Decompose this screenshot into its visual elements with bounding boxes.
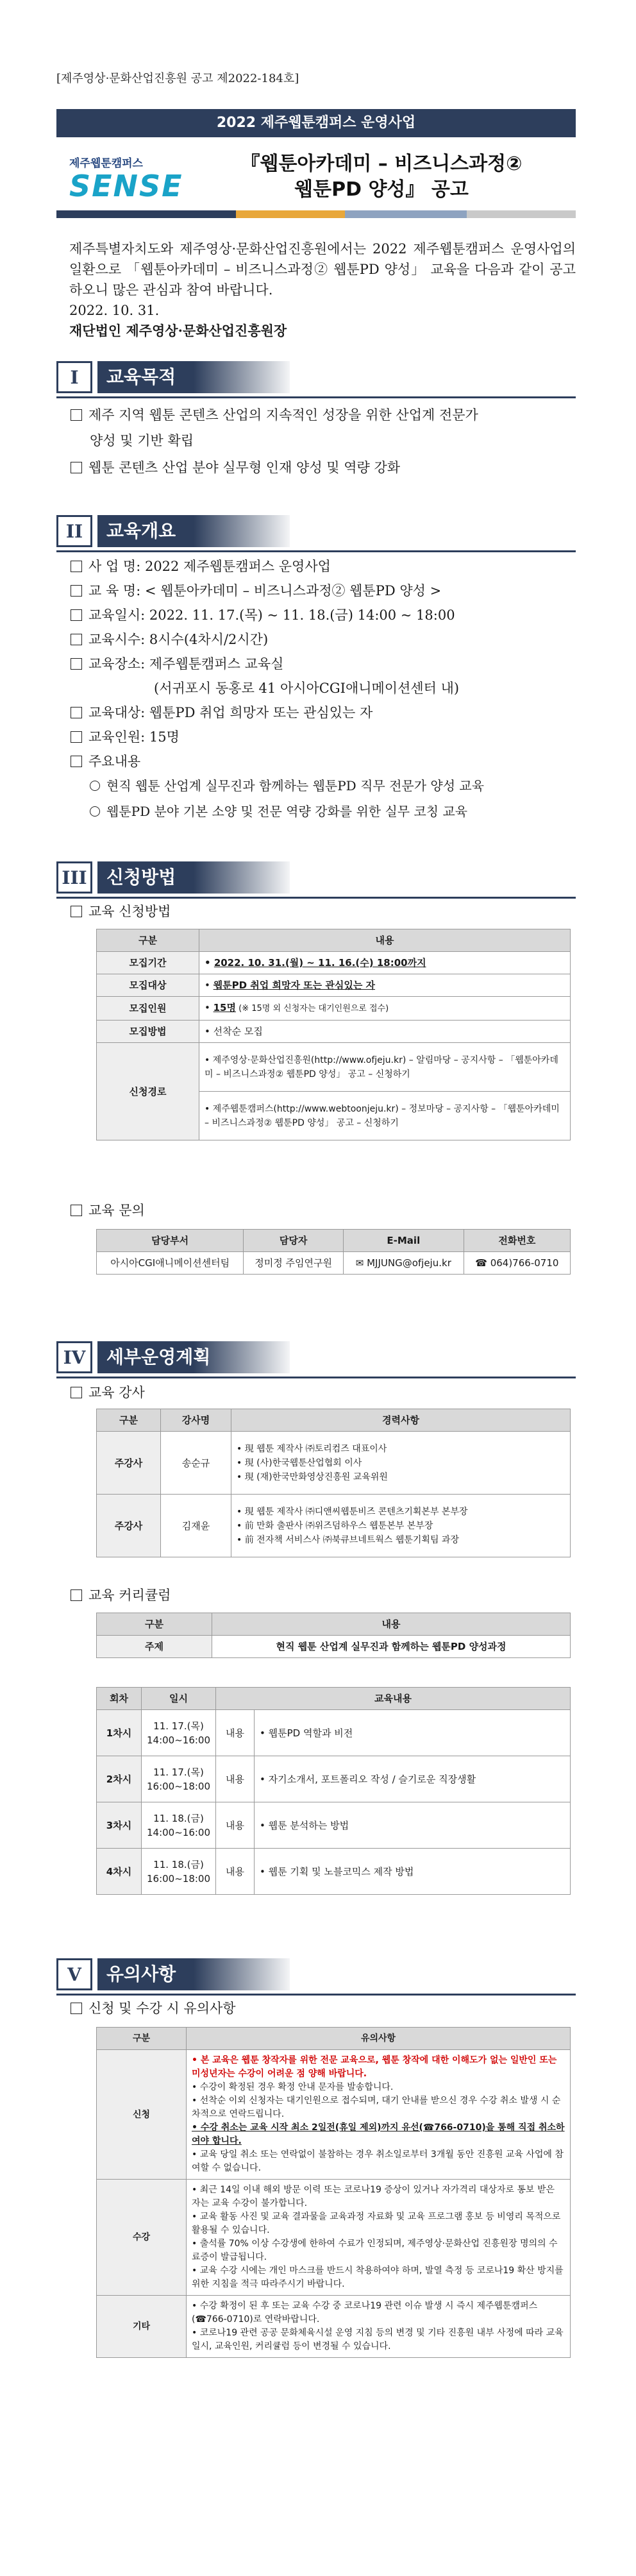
curriculum-topic-table [96,1613,571,1658]
row-label: 수강 [97,2180,187,2296]
table-header: 구분 [97,1613,212,1636]
table-header: 회차 [97,1688,142,1710]
contact-phone: ☎ 064)766-0710 [464,1252,570,1275]
list-item: 주요내용 [71,750,140,772]
section-title: 교육개요 [97,515,290,547]
checkbox-icon [71,707,82,718]
instructor-role: 주강사 [97,1432,161,1495]
row-label: 모집기간 [97,952,199,974]
list-item: 교육시수: 8시수(4차시/2시간) [71,629,268,650]
list-item: 사 업 명: 2022 제주웹툰캠퍼스 운영사업 [71,555,331,577]
section-divider [56,1377,576,1378]
notes-table [96,2027,571,2358]
instructor-name: 김재윤 [161,1495,231,1557]
section-title: 신청방법 [97,861,290,894]
checkbox-icon [71,1205,82,1216]
checkbox-icon [71,906,82,917]
section-number: IV [56,1341,92,1373]
session-time: 11. 17.(목) 16:00~18:00 [142,1756,216,1802]
row-label: 신청 [97,2050,187,2180]
list-item: 양성 및 기반 확립 [90,433,194,448]
row-value: • 선착순 모집 [199,1021,571,1043]
instructor-career: • 現 웹툰 제작사 ㈜토리컴즈 대표이사 • 現 (사)한국웹툰산업협회 이사 • 現 (재)한국만화영상진흥원 교육위원 [231,1432,571,1495]
contact-person: 정미정 주임연구원 [244,1252,344,1275]
checkbox-icon [71,2003,82,2014]
session-time: 11. 18.(금) 16:00~18:00 [142,1849,216,1895]
table-header: 담당부서 [97,1230,244,1252]
checkbox-icon [71,462,82,473]
row-label: 신청경로 [97,1043,199,1140]
row-value: • 제주웹툰캠퍼스(http://www.webtoonjeju.kr) – 정보마당 – 공지사항 – 「웹툰아카데미 – 비즈니스과정② 웹툰PD 양성」 공고 – 신청하기 [199,1092,571,1140]
intro [69,239,576,341]
session-content: • 웹툰 기획 및 노블코믹스 제작 방법 [255,1849,571,1895]
apply-notes: • 본 교육은 웹툰 창작자를 위한 전문 교육으로, 웹툰 창작에 대한 이해도가 없는 일반인 또는 미성년자는 수강이 어려운 점 양해 바랍니다. • 수강이 확정된 경우 확정 안내 문자를 발송합니다. • 선착순 이외 신청자는 대기인원으로 접수되며, 대기 안내를 받으신 경우 수강 취소 발생 시 순차적으로 연락드립니다. • 수강 취소는 교육 시작 최소 2일전(휴일 제외)까지 유선(☎766-0710)을 통해 직접 취소하여야 합니다. • 교육 당일 취소 또는 연락없이 불참하는 경우 취소일로부터 3개월 동안 진흥원 교육 사업에 참여할 수 없습니다. [187,2050,571,2180]
color-bar-segment [345,210,467,218]
session-time: 11. 17.(목) 14:00~16:00 [142,1710,216,1756]
row-label: 모집인원 [97,997,199,1021]
checkbox-icon [71,634,82,645]
table-header: 구분 [97,1409,161,1432]
section-title: 세부운영계획 [97,1341,290,1373]
session-content: • 자기소개서, 포트폴리오 작성 / 슬기로운 직장생활 [255,1756,571,1802]
contact-email: ✉ MJJUNG@ofjeju.kr [343,1252,464,1275]
table-header: 구분 [97,2028,187,2050]
list-item: 교 육 명: < 웹툰아카데미 – 비즈니스과정② 웹툰PD 양성 > [71,580,441,602]
section-header [56,860,290,895]
section-divider [56,1994,576,1996]
section-divider [56,396,576,398]
list-item: 현직 웹툰 산업계 실무진과 함께하는 웹툰PD 직무 전문가 양성 교육 [90,775,484,797]
attend-notes: • 최근 14일 이내 해외 방문 이력 또는 코로나19 증상이 있거나 자가격리 대상자로 통보 받은 자는 교육 수강이 불가합니다. • 교육 활동 사진 및 교육 결과물을 교육과정 자료화 및 교육 프로그램 홍보 등 비영리 목적으로 활용될 수 있습니다. • 출석률 70% 이상 수강생에 한하여 수료가 인정되며, 제주영상·문화산업 진흥원장 명의의 수료증이 발급됩니다. • 교육 수강 시에는 개인 마스크를 반드시 착용하여야 하며, 발열 측정 등 코로나19 확산 방지를 위한 지침을 적극 따라주시기 바랍니다. [187,2180,571,2296]
list-item: 교육 문의 [71,1199,145,1221]
section-divider [56,550,576,552]
phone-icon: ☎ [475,1257,490,1269]
list-item: 교육일시: 2022. 11. 17.(목) ~ 11. 18.(금) 14:00 ~ 18:00 [71,604,455,626]
section-number: V [56,1958,92,1990]
notice-date: 2022. 10. 31. [69,303,160,318]
list-item: 교육 강사 [71,1382,145,1403]
bullet-icon [90,781,100,791]
session-kind: 내용 [216,1802,255,1849]
notice-number: [제주영상·문화산업진흥원 공고 제2022-184호] [56,72,299,85]
section-divider [56,897,576,899]
table-header: 교육내용 [216,1688,571,1710]
apply-table [96,929,571,1140]
section-title: 교육목적 [97,361,290,393]
organization: 재단법인 제주영상·문화산업진흥원장 [69,323,287,339]
row-value: • 제주영상·문화산업진흥원(http://www.ofjeju.kr) – 알림마당 – 공지사항 – 「웹툰아카데미 – 비즈니스과정② 웹툰PD 양성」 공고 – 신청하기 [199,1043,571,1092]
checkbox-icon [71,1387,82,1398]
row-label: 모집방법 [97,1021,199,1043]
section-header [56,1956,290,1992]
table-header: 담당자 [244,1230,344,1252]
row-label: 기타 [97,2296,187,2358]
list-item: 신청 및 수강 시 유의사항 [71,1997,236,2019]
contact-table [96,1229,571,1275]
section-header [56,359,290,395]
row-label: 모집대상 [97,974,199,997]
instructor-career: • 現 웹툰 제작사 ㈜디앤씨웹툰비즈 콘텐츠기획본부 본부장 • 前 만화 출판사 ㈜위즈덤하우스 웹툰본부 본부장 • 前 전자책 서비스사 ㈜북큐브네트웍스 웹툰기획팀 과장 [231,1495,571,1557]
session-no: 2차시 [97,1756,142,1802]
section-number: III [56,861,92,894]
row-value: • 2022. 10. 31.(월) ~ 11. 16.(수) 18:00까지 [199,952,571,974]
checkbox-icon [71,658,82,670]
row-value: • 15명 (※ 15명 외 신청자는 대기인원으로 접수) [199,997,571,1021]
session-no: 3차시 [97,1802,142,1849]
session-kind: 내용 [216,1756,255,1802]
instructor-name: 송순규 [161,1432,231,1495]
color-bar-segment [467,210,576,218]
session-kind: 내용 [216,1710,255,1756]
table-header: 강사명 [161,1409,231,1432]
table-header: 전화번호 [464,1230,570,1252]
contact-dept: 아시아CGI애니메이션센터팀 [97,1252,244,1275]
list-item: 교육대상: 웹툰PD 취업 희망자 또는 관심있는 자 [71,702,372,724]
campus-logo [69,154,183,203]
list-item: (서귀포시 동홍로 41 아시아CGI애니메이션센터 내) [154,681,460,696]
instructor-role: 주강사 [97,1495,161,1557]
table-header: 경력사항 [231,1409,571,1432]
list-item: 교육 커리큘럼 [71,1584,171,1606]
checkbox-icon [71,756,82,767]
session-time: 11. 18.(금) 14:00~16:00 [142,1802,216,1849]
etc-notes: • 수강 확정이 된 후 또는 교육 수강 중 코로나19 관련 이슈 발생 시 즉시 제주웹툰캠퍼스(☎766-0710)로 연락바랍니다. • 코로나19 관련 공공 문화체육시설 운영 지침 등의 변경 및 기타 진흥원 내부 사정에 따라 교육일시, 교육인원, 커리큘럼 등이 변경될 수 있습니다. [187,2296,571,2358]
curriculum-topic: 현직 웹툰 산업계 실무진과 함께하는 웹툰PD 양성과정 [212,1636,571,1658]
session-no: 4차시 [97,1849,142,1895]
list-item: 교육인원: 15명 [71,726,180,748]
session-content: • 웹툰 분석하는 방법 [255,1802,571,1849]
checkbox-icon [71,609,82,621]
checkbox-icon [71,1589,82,1601]
section-header [56,513,290,549]
checkbox-icon [71,409,82,421]
bullet-icon [90,806,100,817]
table-header: 유의사항 [187,2028,571,2050]
logo-brand-text: SENSE [69,169,183,203]
table-header: 일시 [142,1688,216,1710]
color-bar-segment [56,210,236,218]
page-title [192,151,571,203]
intro-text: 제주특별자치도와 제주영상·문화산업진흥원에서는 2022 제주웹툰캠퍼스 운영사업의 일환으로 「웹툰아카데미 – 비즈니스과정② 웹툰PD 양성」 교육을 다음과 같이 공고하오니 많은 관심과 참여 바랍니다. [69,241,576,298]
list-item: 교육장소: 제주웹툰캠퍼스 교육실 [71,653,283,675]
table-header: E-Mail [343,1230,464,1252]
table-header: 내용 [212,1613,571,1636]
color-bar-segment [236,210,345,218]
session-content: • 웹툰PD 역할과 비전 [255,1710,571,1756]
banner: 2022 제주웹툰캠퍼스 운영사업 [56,109,576,137]
logo-top-text: 제주웹툰캠퍼스 [69,157,143,170]
section-number: I [56,361,92,393]
checkbox-icon [71,731,82,743]
instructor-table [96,1409,571,1557]
row-value: • 웹툰PD 취업 희망자 또는 관심있는 자 [199,974,571,997]
list-item: 웹툰 콘텐츠 산업 분야 실무형 인재 양성 및 역량 강화 [71,457,400,479]
list-item: 제주 지역 웹툰 콘텐츠 산업의 지속적인 성장을 위한 산업계 전문가 [71,404,478,426]
color-bar [56,210,576,218]
session-kind: 내용 [216,1849,255,1895]
checkbox-icon [71,585,82,597]
mail-icon: ✉ [355,1257,367,1269]
title-line-1: 『웹툰아카데미 – 비즈니스과정② [240,153,523,175]
section-header [56,1339,290,1375]
list-item: 웹툰PD 분야 기본 소양 및 전문 역량 강화를 위한 실무 코칭 교육 [90,801,467,822]
section-number: II [56,515,92,547]
table-header: 구분 [97,929,199,952]
section-title: 유의사항 [97,1958,290,1990]
row-label: 주제 [97,1636,212,1658]
title-line-2: 웹툰PD 양성』 공고 [294,178,469,201]
list-item: 교육 신청방법 [71,901,171,922]
checkbox-icon [71,561,82,572]
schedule-table [96,1687,571,1895]
table-header: 내용 [199,929,571,952]
session-no: 1차시 [97,1710,142,1756]
